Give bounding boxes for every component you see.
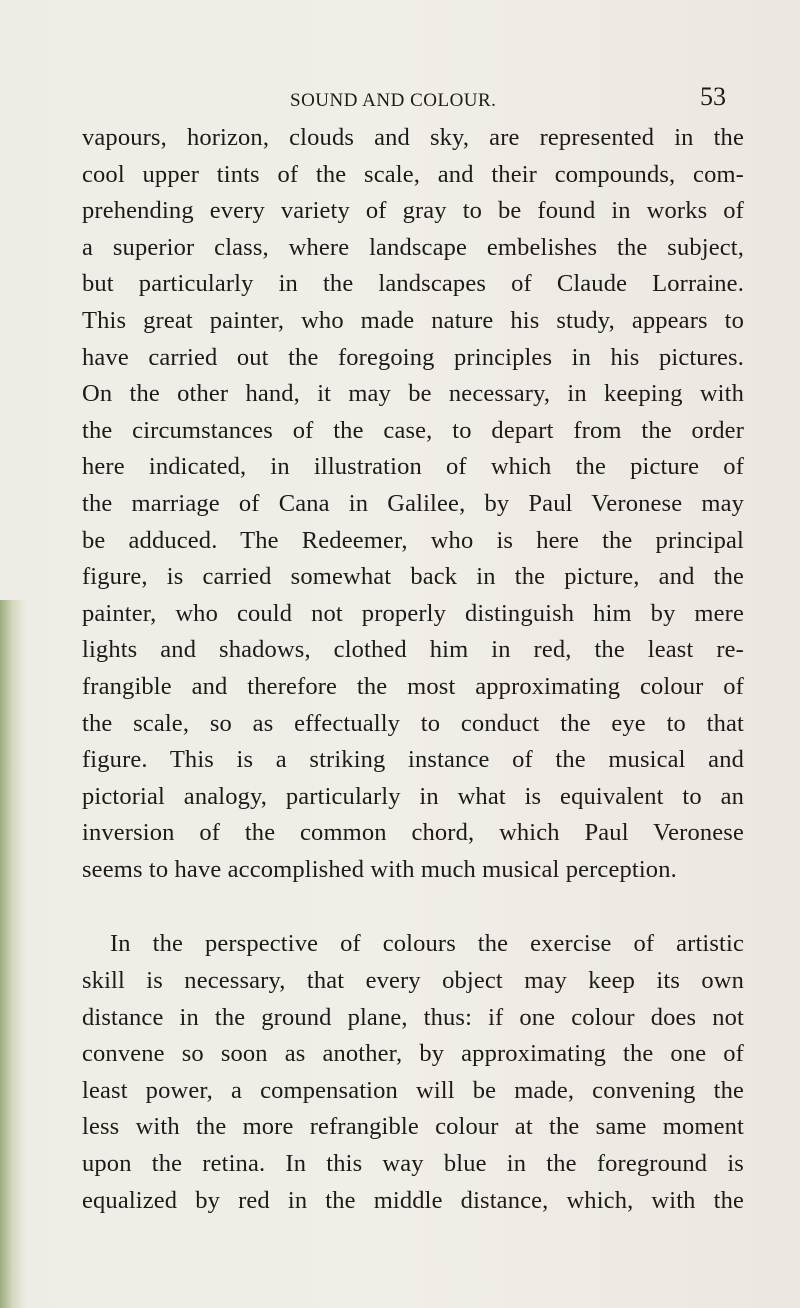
text-line: the scale, so as effectually to conduct the eye to that bbox=[82, 709, 744, 737]
text-line: convene so soon as another, by approximating the one of bbox=[82, 1040, 744, 1068]
paragraph-1 bbox=[82, 120, 744, 888]
text-line: upon the retina. In this way blue in the foreground is bbox=[82, 1150, 744, 1178]
text-line: the marriage of Cana in Galilee, by Paul Veronese may bbox=[82, 489, 744, 517]
text-line: On the other hand, it may be necessary, in keeping with bbox=[82, 380, 744, 408]
text-line: but particularly in the landscapes of Claude Lorraine. bbox=[82, 270, 744, 298]
text-line: inversion of the common chord, which Paul Veronese bbox=[82, 819, 744, 847]
page-edge-shadow bbox=[0, 600, 26, 1308]
text-line: equalized by red in the middle distance, which, with the bbox=[82, 1186, 744, 1214]
text-line: prehending every variety of gray to be found in works of bbox=[82, 197, 744, 225]
text-line: seems to have accomplished with much musical perception. bbox=[82, 855, 677, 883]
text-line: a superior class, where landscape embelishes the subject, bbox=[82, 233, 744, 261]
text-line: less with the more refrangible colour at the same moment bbox=[82, 1113, 744, 1141]
body-text bbox=[82, 120, 744, 1219]
text-line: have carried out the foregoing principles in his pictures. bbox=[82, 343, 744, 371]
paragraph-gap bbox=[82, 888, 744, 926]
paragraph-2 bbox=[82, 926, 744, 1219]
text-line: frangible and therefore the most approximating colour of bbox=[82, 672, 744, 700]
text-line: This great painter, who made nature his study, appears to bbox=[82, 306, 744, 334]
text-line: pictorial analogy, particularly in what is equivalent to an bbox=[82, 782, 744, 810]
text-line: cool upper tints of the scale, and their compounds, com- bbox=[82, 160, 744, 188]
text-line: here indicated, in illustration of which the picture of bbox=[82, 453, 744, 481]
text-line: least power, a compensation will be made, convening the bbox=[82, 1076, 744, 1104]
text-line: figure, is carried somewhat back in the picture, and the bbox=[82, 563, 744, 591]
text-line: the circumstances of the case, to depart from the order bbox=[82, 416, 744, 444]
text-line: be adduced. The Redeemer, who is here the principal bbox=[82, 526, 744, 554]
text-line: vapours, horizon, clouds and sky, are represented in the bbox=[82, 124, 744, 151]
page-number: 53 bbox=[700, 82, 726, 111]
text-line: painter, who could not properly distinguish him by mere bbox=[82, 599, 744, 627]
text-line: In the perspective of colours the exercise of artistic bbox=[110, 930, 744, 958]
text-line: distance in the ground plane, thus: if one colour does not bbox=[82, 1003, 744, 1031]
text-line: figure. This is a striking instance of the musical and bbox=[82, 746, 744, 774]
text-line: skill is necessary, that every object may keep its own bbox=[82, 967, 744, 995]
text-line: lights and shadows, clothed him in red, the least re- bbox=[82, 636, 744, 664]
running-head: SOUND AND COLOUR. bbox=[290, 90, 497, 111]
